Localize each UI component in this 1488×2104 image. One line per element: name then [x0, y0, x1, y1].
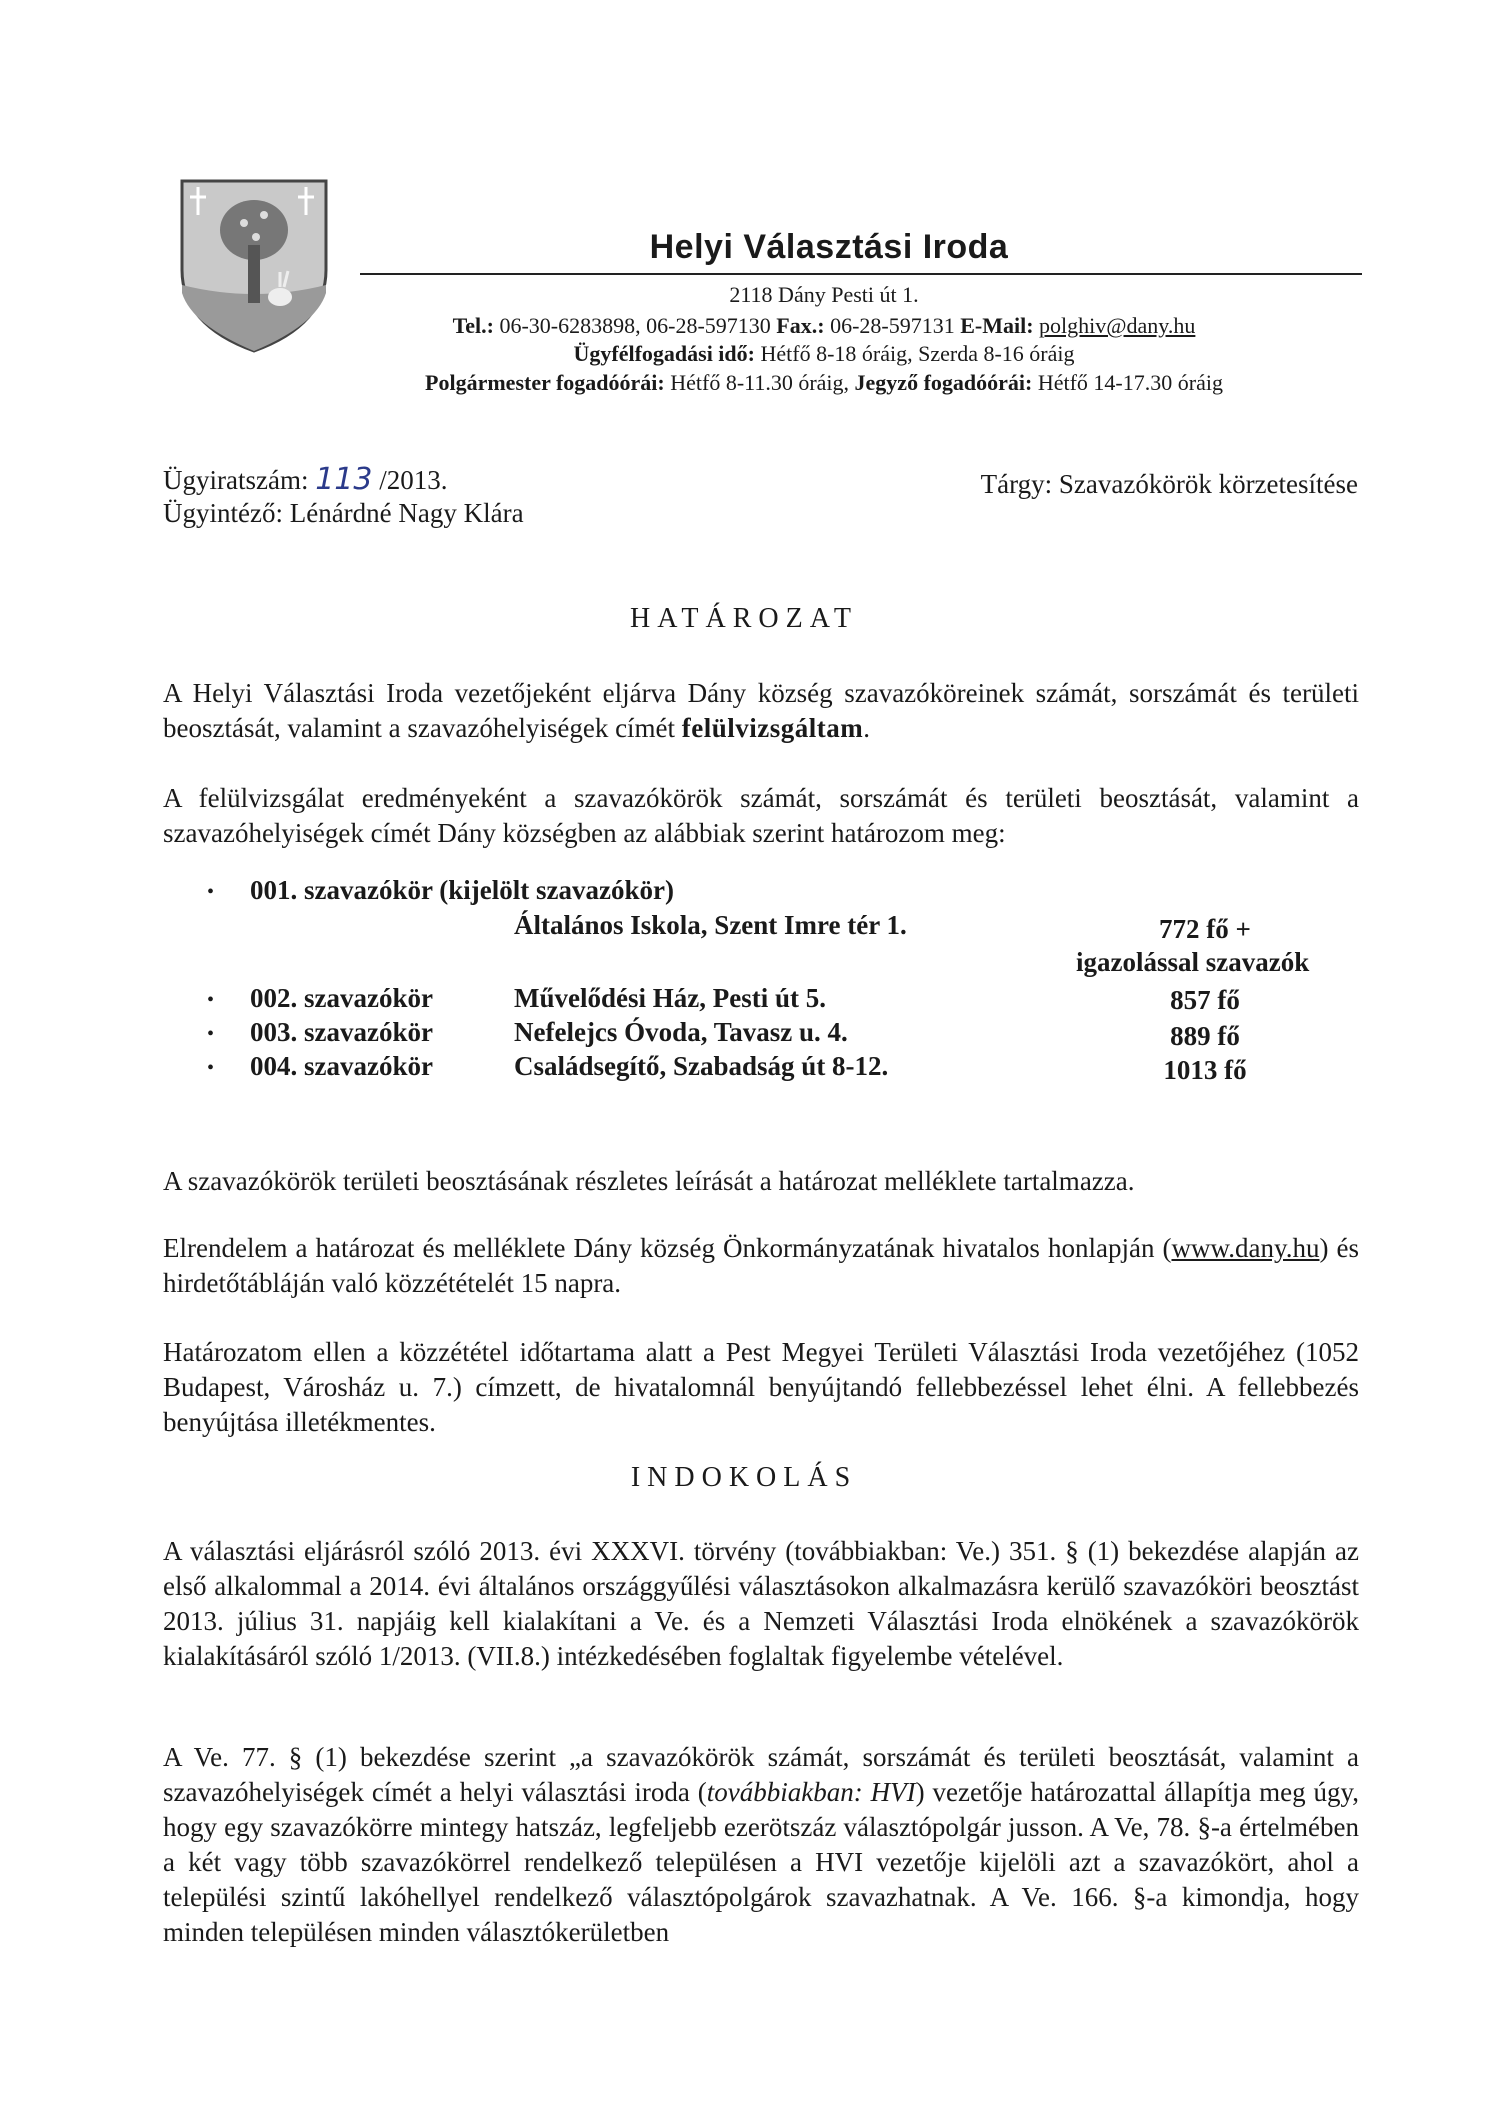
case-number-label: Ügyiratszám:	[163, 465, 309, 495]
tel-value: 06-30-6283898, 06-28-597130	[493, 313, 777, 338]
district-001-note: igazolással szavazók	[1076, 947, 1310, 977]
header-rule	[360, 273, 1362, 275]
header-reception	[0, 370, 1488, 396]
header-address: 2118 Dány Pesti út 1.	[729, 282, 919, 307]
bullet: •	[207, 989, 215, 1011]
paragraph-review-end: .	[863, 713, 871, 743]
district-001-id: 001. szavazókör (kijelölt szavazókör)	[250, 875, 674, 905]
district-002-count: 857 fő	[1170, 985, 1240, 1015]
handwritten-number: 113	[315, 462, 373, 497]
website-link[interactable]: www.dany.hu	[1171, 1233, 1320, 1263]
mayor-label: Polgármester fogadóórái:	[425, 370, 665, 395]
district-list	[0, 875, 1488, 1105]
tel-label: Tel.:	[452, 313, 494, 338]
case-officer: Ügyintéző: Lénárdné Nagy Klára	[163, 498, 524, 528]
paragraph-result: A felülvizsgálat eredményeként a szavazókörök számát, sorszámát és területi beosztását, valamint a szavazóhelyiségek címét Dány községben az alábbiak szerint határozom meg:	[163, 783, 1359, 848]
fax-label: Fax.:	[776, 313, 825, 338]
paragraph-appeal: Határozatom ellen a közzététel időtartama alatt a Pest Megyei Területi Választási Iroda vezetőjéhez (1052 Budapest, Városház u. 7.) címzett, de hivatalomnál benyújtandó fellebbezéssel lehet élni. A fellebbezés benyújtása illetékmentes.	[163, 1337, 1359, 1437]
hours-label: Ügyfélfogadási idő:	[573, 341, 755, 366]
case-subject: Tárgy: Szavazókörök körzetesítése	[980, 469, 1358, 499]
case-year: /2013.	[379, 465, 448, 495]
district-003-id: 003. szavazókör	[250, 1017, 433, 1047]
fax-value: 06-28-597131	[824, 313, 961, 338]
email-label: E-Mail:	[960, 313, 1034, 338]
hours-value: Hétfő 8-18 óráig, Szerda 8-16 óráig	[754, 341, 1075, 366]
email-link[interactable]: polghiv@dany.hu	[1039, 313, 1196, 338]
district-003-place: Nefelejcs Óvoda, Tavasz u. 4.	[514, 1017, 848, 1047]
district-001-count: 772 fő +	[1159, 914, 1251, 944]
paragraph-review-text: A Helyi Választási Iroda vezetőjeként eljárva Dány község szavazóköreinek számát, sorszámát és területi beosztását, valamint a szavazóhelyiségek címét	[163, 678, 1359, 743]
document-title: HATÁROZAT	[630, 603, 858, 634]
header-contact	[0, 313, 1488, 339]
district-001-place: Általános Iskola, Szent Imre tér 1.	[514, 910, 907, 940]
district-004-place: Családsegítő, Szabadság út 8-12.	[514, 1051, 889, 1081]
paragraph-ve77	[163, 1740, 1359, 1950]
hvi-abbrev: továbbiakban: HVI	[706, 1777, 916, 1807]
paragraph-publication	[163, 1231, 1359, 1301]
reviewed-word: felülvizsgáltam	[681, 713, 864, 743]
bullet: •	[207, 881, 215, 903]
ve77-text: A Ve. 77. § (1) bekezdése szerint „a szavazókörök számát, sorszámát és területi beosztását, valamint a szavazóhelyiségek címét a helyi választási iroda (	[163, 1742, 1359, 1807]
mayor-value: Hétfő 8-11.30 óráig,	[664, 370, 855, 395]
justification-title: INDOKOLÁS	[630, 1462, 858, 1493]
bullet: •	[207, 1023, 215, 1045]
case-number	[163, 462, 448, 497]
paragraph-review	[163, 676, 1359, 746]
ve77-text-end: ) vezetője határozattal állapítja meg úgy, hogy egy szavazókörre mintegy hatszáz, legfeljebb ezerötszáz választópolgár jusson. A Ve, 78. §-a értelmében a két vagy több szavazókörrel rendelkező településen a HVI vezetője kijelöli azt a szavazókört, ahol a települési szintű lakóhellyel rendelkező választópolgárok szavazhatnak. A Ve. 166. §-a kimondja, hogy minden településen minden választókerületben	[163, 1777, 1359, 1947]
district-002-place: Művelődési Ház, Pesti út 5.	[514, 983, 826, 1013]
office-name: Helyi Választási Iroda	[649, 228, 1009, 266]
notary-value: Hétfő 14-17.30 óráig	[1032, 370, 1223, 395]
paragraph-annex: A szavazókörök területi beosztásának részletes leírását a határozat melléklete tartalmazza.	[163, 1166, 1135, 1196]
bullet: •	[207, 1057, 215, 1079]
header-hours	[0, 341, 1488, 367]
district-003-count: 889 fő	[1170, 1021, 1240, 1051]
district-002-id: 002. szavazókör	[250, 983, 433, 1013]
publication-text-end: ) és hirdetőtábláján való közzétételét 15 napra.	[163, 1233, 1359, 1298]
paragraph-law: A választási eljárásról szóló 2013. évi XXXVI. törvény (továbbiakban: Ve.) 351. § (1) bekezdése alapján az első alkalommal a 2014. évi általános országgyűlési választásokon alkalmazásra kerülő szavazóköri beosztást 2013. július 31. napjáig kell kialakítani a Ve. és a Nemzeti Választási Iroda elnökének a szavazókörök kialakításáról szóló 1/2013. (VII.8.) intézkedésében foglaltak figyelembe vételével.	[163, 1536, 1359, 1671]
district-004-id: 004. szavazókör	[250, 1051, 433, 1081]
district-004-count: 1013 fő	[1163, 1055, 1247, 1085]
publication-text: Elrendelem a határozat és melléklete Dány község Önkormányzatának hivatalos honlapján (	[163, 1233, 1172, 1263]
notary-label: Jegyző fogadóórái:	[854, 370, 1033, 395]
